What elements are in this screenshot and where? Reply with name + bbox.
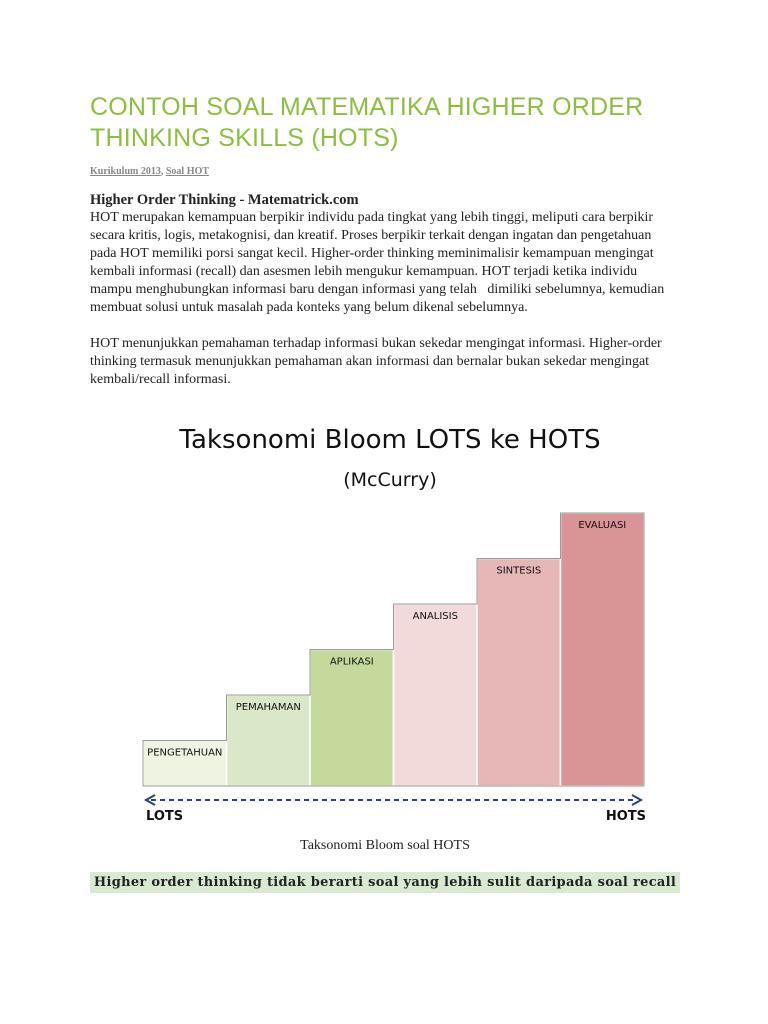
step-label-pengetahuan: PENGETAHUAN: [147, 747, 223, 759]
bloom-taxonomy-figure: [130, 418, 650, 830]
paragraph-2: HOT menunjukkan pemahaman terhadap informasi bukan sekedar mengingat informasi. Higher-order thinking termasuk menunjukkan pemahaman akan informasi dan bernalar bukan sekedar mengingat kembali/recall informasi.: [90, 336, 666, 387]
lots-hots-arrow: [146, 795, 641, 805]
lots-label: LOTS: [146, 809, 184, 824]
figure-caption: Taksonomi Bloom soal HOTS: [300, 838, 470, 853]
subheading: Higher Order Thinking - Matematrick.com: [90, 192, 359, 208]
arrow-head-right: [632, 795, 641, 805]
label-link-soal-hot[interactable]: Soal HOT: [165, 166, 209, 177]
step-label-pemahaman: PEMAHAMAN: [235, 702, 301, 713]
label-link-kurikulum[interactable]: Kurikulum 2013: [90, 166, 161, 177]
step-label-aplikasi: APLIKASI: [329, 656, 374, 668]
step-analisis: [394, 604, 478, 786]
highlight-note: Higher order thinking tidak berarti soal yang lebih sulit daripada soal recall: [90, 872, 680, 893]
staircase-diagram: [130, 418, 650, 830]
hots-label: HOTS: [605, 809, 646, 824]
paragraph-1: HOT merupakan kemampuan berpikir individu pada tingkat yang lebih tinggi, meliputi cara berpikir secara kritis, logis, metakognisi, dan kreatif. Proses berpikir terkait dengan ingatan dan pengetahuan pada HOT memiliki porsi sangat kecil. Higher-order thinking meminimalisir kemampuan mengingat kembali informasi (recall) dan asesmen lebih mengukur kemampuan. HOT terjadi ketika individu mampu menghubungkan informasi baru dengan informasi yang telah dimiliki sebelumnya, kemudian membuat solusi untuk masalah pada konteks yang belum dikenal sebelumnya.: [90, 210, 668, 315]
step-aplikasi: [310, 650, 394, 787]
step-label-evaluasi: EVALUASI: [578, 520, 627, 531]
step-label-sintesis: SINTESIS: [496, 565, 542, 577]
label-separator: ,: [160, 166, 166, 177]
step-label-analisis: ANALISIS: [412, 611, 458, 622]
article: [90, 92, 680, 389]
figure-subtitle: (McCurry): [343, 469, 437, 491]
page-title: CONTOH SOAL MATEMATIKA HIGHER ORDER THINKING SKILLS (HOTS): [90, 93, 644, 152]
post-labels: [90, 166, 680, 177]
step-sintesis: [477, 559, 561, 787]
figure-title: Taksonomi Bloom LOTS ke HOTS: [179, 425, 601, 455]
step-evaluasi: [561, 513, 645, 786]
steps-group: [143, 513, 644, 786]
